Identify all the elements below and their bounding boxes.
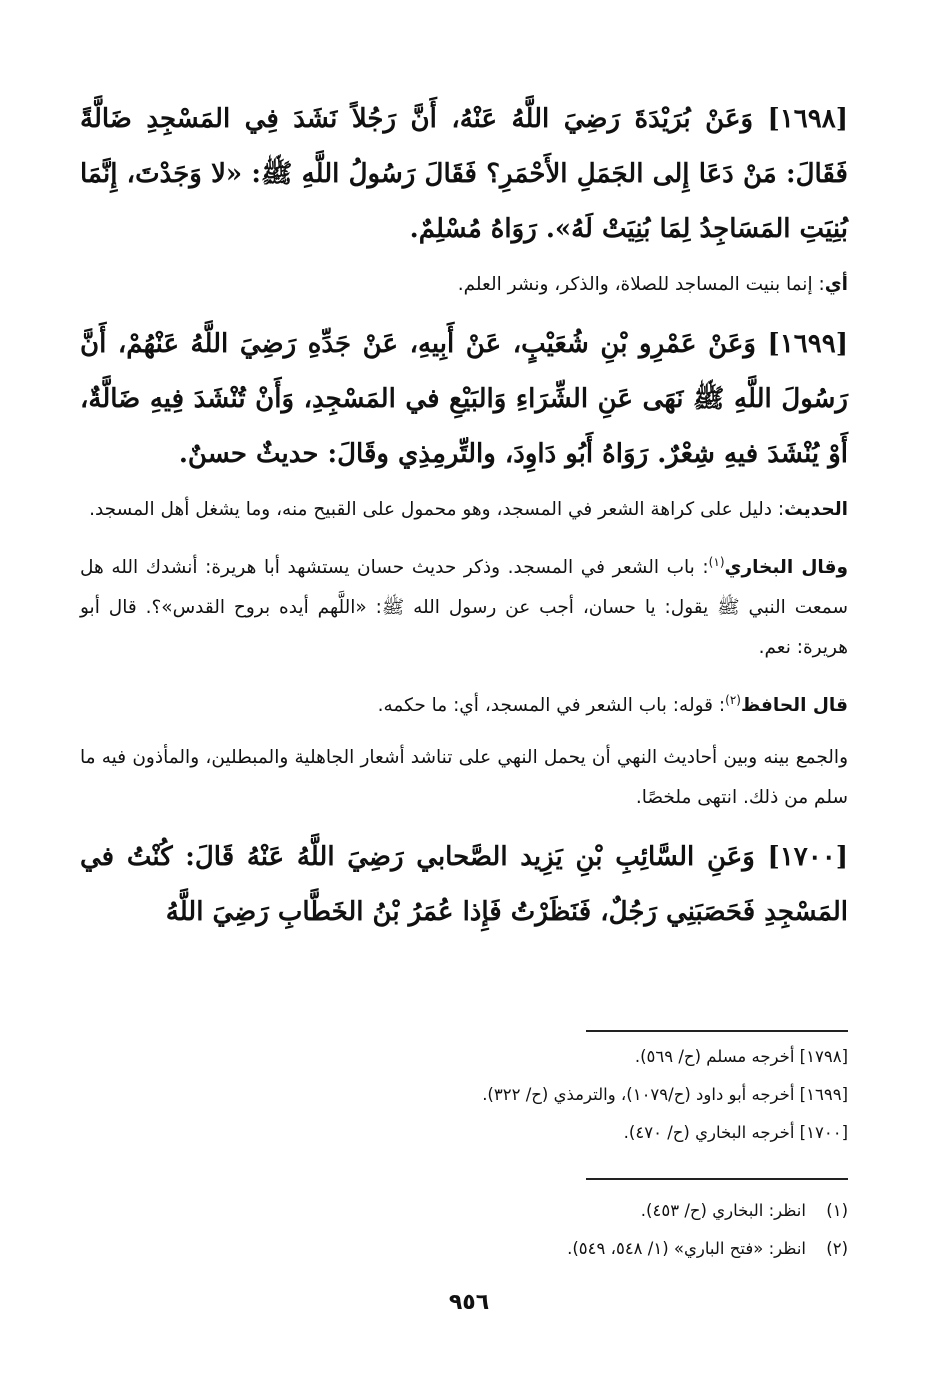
paragraph-text: والجمع بينه وبين أحاديث النهي أن يحمل النهي على تناشد أشعار الجاهلية والمبطلين، والمأذون فيه ما سلم من ذلك. انتهى ملخصًا. (80, 747, 848, 809)
commentary-paragraph (80, 490, 848, 530)
paragraph-text: : قوله: باب الشعر في المسجد، أي: ما حكمه. (377, 695, 726, 717)
footnote-number: (١) (826, 1201, 848, 1220)
paragraph-text: : باب الشعر في المسجد. وذكر حديث حسان يستشهد أبا هريرة: أنشدك الله هل سمعت النبي ﷺ يقول: يا حسان، أجب عن رسول الله ﷺ: «اللَّهم أيده بروح القدس»؟. قال أبو هريرة: نعم. (80, 557, 848, 659)
hadith-paragraph (80, 92, 848, 257)
paragraph-text: : دليل على كراهة الشعر في المسجد، وهو محمول على القبيح منه، وما يشغل أهل المسجد. (89, 499, 785, 520)
commentary-paragraph (80, 542, 848, 668)
footnote-marker: (٢) (725, 693, 741, 708)
footnote-line (148, 1192, 848, 1230)
page-number: ٩٥٦ (448, 1290, 490, 1315)
paragraph-text: [١٧٠٠] وَعَنِ السَّائِبِ بْنِ يَزِيد الصَّحابي رَضِيَ اللَّهُ عَنْهُ قَالَ: كُنْتُ في المَسْجِدِ فَحَصَبَنِي رَجُلٌ، فَنَظَرْتُ فَإِذا عُمَرُ بْنُ الخَطَّابِ رَضِيَ اللَّهُ (80, 842, 848, 928)
paragraph-text: [١٦٩٩] وَعَنْ عَمْرِو بْنِ شُعَيْبٍ، عَنْ أَبِيهِ، عَنْ جَدِّهِ رَضِيَ اللَّهُ عَنْهُمْ، أَنَّ رَسُولَ اللَّهِ ﷺ نَهَى عَنِ الشِّرَاءِ وَالبَيْعِ في المَسْجِدِ، وَأَنْ تُنْشَدَ فِيهِ ضَالَّةٌ، أَوْ يُنْشَدَ فيهِ شِعْرٌ. رَوَاهُ أَبُو دَاوِدَ، والتِّرمِذِي وقَالَ: حديثٌ حسنٌ. (80, 329, 848, 469)
hadith-paragraph (80, 317, 848, 482)
footnote-rule-2 (586, 1178, 848, 1180)
footnote-line (148, 1230, 848, 1268)
takhrij-line: [١٧٩٨] أخرجه مسلم (ح/ ٥٦٩). (634, 1047, 848, 1066)
takhrij-line: [١٧٠٠] أخرجه البخاري (ح/ ٤٧٠). (623, 1123, 848, 1142)
footnote-marker: (١) (708, 555, 725, 569)
takhrij-notes (148, 1038, 848, 1152)
paragraph-text: : إنما بنيت المساجد للصلاة، والذكر، ونشر العلم. (457, 274, 825, 295)
hadith-paragraph (80, 830, 848, 940)
paragraph-text: [١٦٩٨] وَعَنْ بُرَيْدَةَ رَضِيَ اللَّهُ عَنْهُ، أَنَّ رَجُلاً نَشَدَ فِي المَسْجِدِ ضَالَّةً فَقَالَ: مَنْ دَعَا إِلى الجَمَلِ الأَحْمَرِ؟ فَقَالَ رَسُولُ اللَّهِ ﷺ: «لا وَجَدْتَ، إِنَّمَا بُنِيَتِ المَسَاجِدُ لِمَا بُنِيَتْ لَهُ». رَوَاهُ مُسْلِمٌ. (80, 104, 848, 244)
takhrij-line: [١٦٩٩] أخرجه أبو داود (ح/١٠٧٩)، والترمذي (ح/ ٣٢٢). (482, 1085, 848, 1104)
footnotes (148, 1192, 848, 1268)
main-text (80, 92, 848, 948)
paragraph-lead: وقال البخاري (724, 557, 848, 579)
commentary-paragraph (80, 265, 848, 305)
paragraph-lead: قال الحافظ (740, 695, 848, 717)
footnote-text: انظر: البخاري (ح/ ٤٥٣). (640, 1201, 806, 1220)
footnote-rule-1 (586, 1030, 848, 1032)
paragraph-lead: أي (824, 274, 848, 295)
footnote-number: (٢) (826, 1239, 848, 1258)
commentary-paragraph (80, 738, 848, 818)
footnote-text: انظر: «فتح الباري» (١/ ٥٤٨، ٥٤٩). (567, 1239, 806, 1258)
commentary-paragraph (80, 680, 848, 726)
paragraph-lead: الحديث (784, 499, 848, 520)
